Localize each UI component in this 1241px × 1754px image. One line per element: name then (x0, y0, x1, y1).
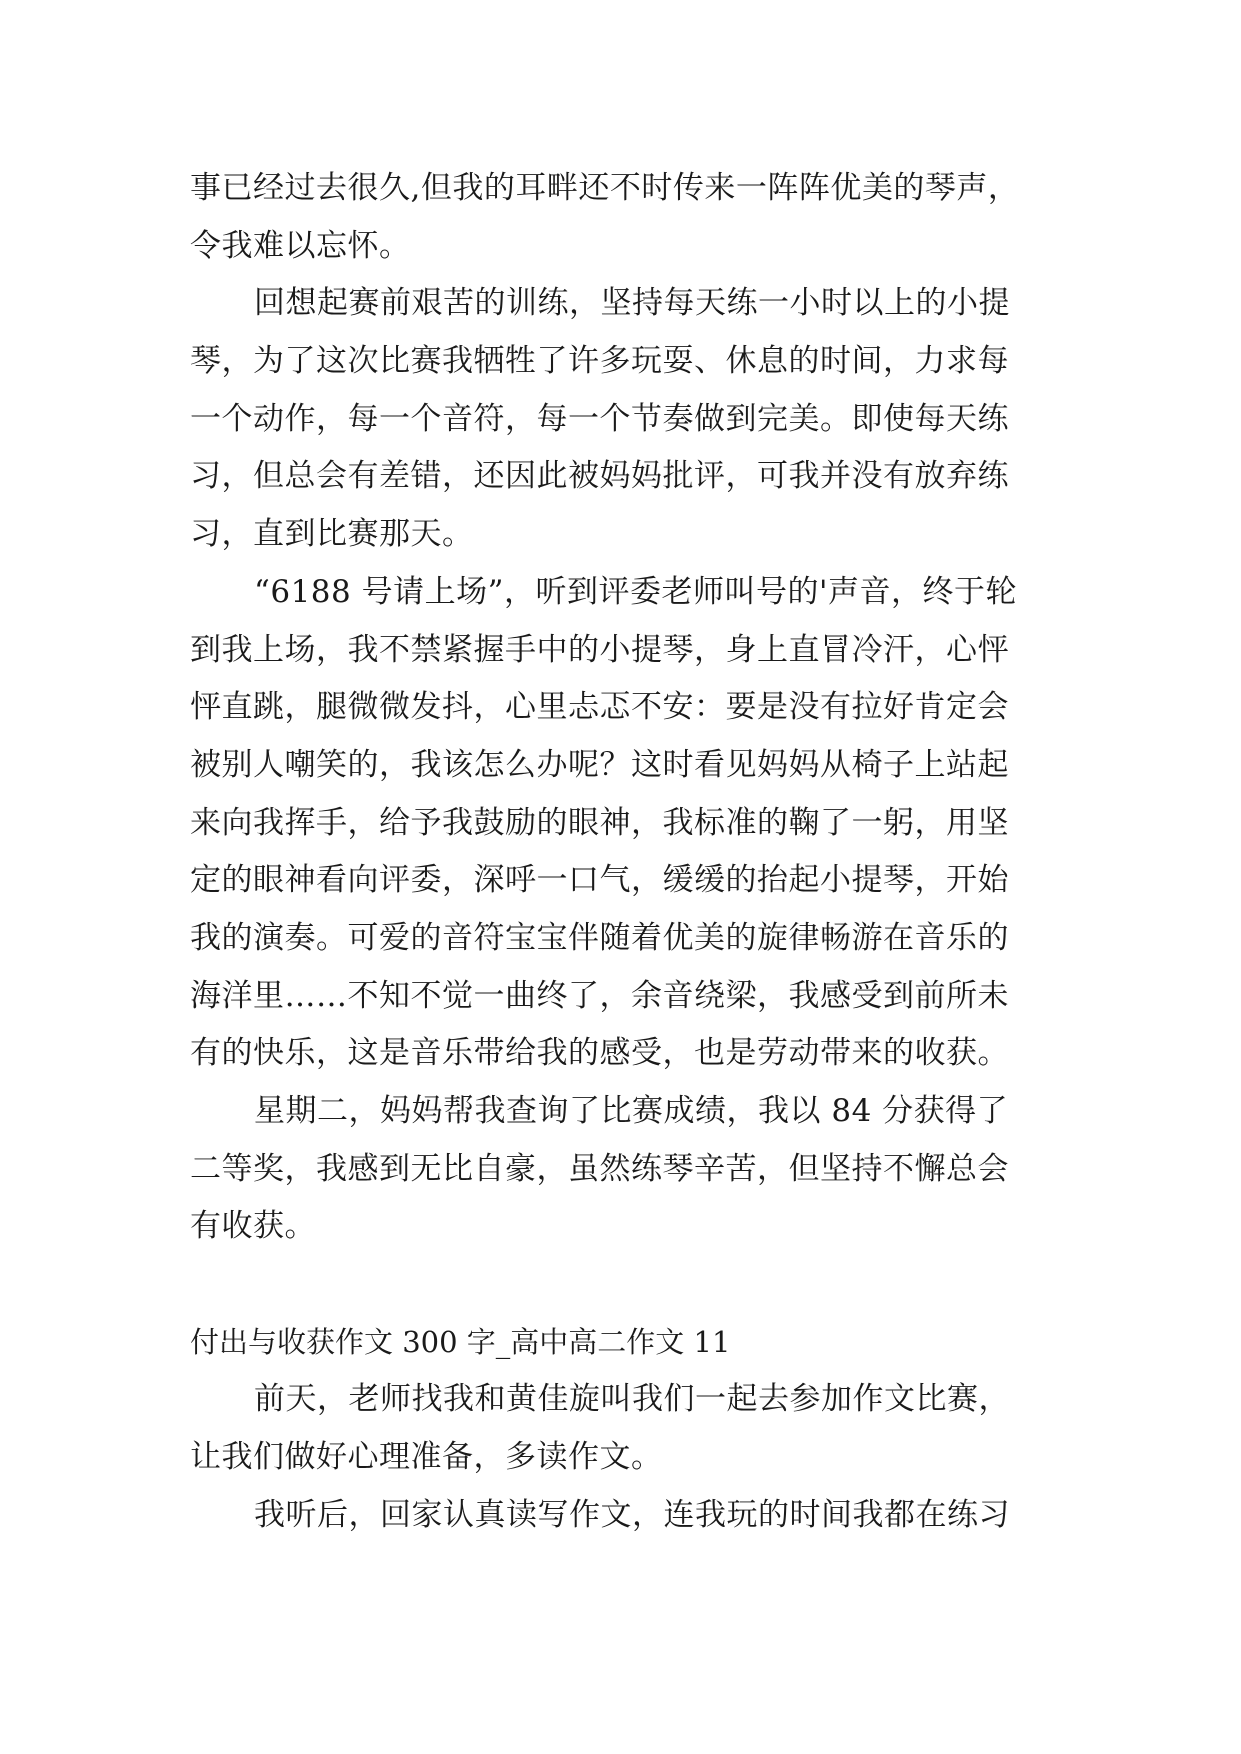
text-line: 被别人嘲笑的，我该怎么办呢？这时看见妈妈从椅子上站起 (190, 746, 1009, 783)
paragraph-start-line: 我听后，回家认真读写作文，连我玩的时间我都在练习 (254, 1496, 1010, 1533)
text-line: 令我难以忘怀。 (190, 227, 411, 264)
text-line: 琴，为了这次比赛我牺牲了许多玩耍、休息的时间，力求每 (190, 343, 1009, 380)
text-line: 事已经过去很久,但我的耳畔还不时传来一阵阵优美的琴声， (190, 170, 1020, 206)
text-line: 来向我挥手，给予我鼓励的眼神，我标准的鞠了一躬，用坚 (190, 804, 1009, 841)
text-line: 有收获。 (190, 1208, 316, 1245)
text-line: 二等奖，我感到无比自豪，虽然练琴辛苦，但坚持不懈总会 (190, 1150, 1009, 1187)
text-line: 习，直到比赛那天。 (190, 516, 474, 553)
text-line: 海洋里……不知不觉一曲终了，余音绕梁，我感受到前所未 (190, 977, 1009, 1014)
text-line: 怦直跳，腿微微发抖，心里忐忑不安：要是没有拉好肯定会 (190, 689, 1009, 726)
document-body (190, 160, 1090, 1545)
paragraph-start-line: 前天，老师找我和黄佳旋叫我们一起去参加作文比赛， (254, 1381, 1010, 1418)
section-spacer (190, 1256, 1090, 1314)
text-line: 一个动作，每一个音符，每一个节奏做到完美。即使每天练 (190, 400, 1009, 437)
text-line: 我的演奏。可爱的音符宝宝伴随着优美的旋律畅游在音乐的 (190, 919, 1009, 956)
text-line: 定的眼神看向评委，深呼一口气，缓缓的抬起小提琴，开始 (190, 862, 1009, 899)
text-line: 有的快乐，这是音乐带给我的感受，也是劳动带来的收获。 (190, 1035, 1009, 1072)
section-title: 付出与收获作文 300 字_高中高二作文 11 (190, 1324, 731, 1359)
paragraph-start-line: “6188 号请上场”，听到评委老师叫号的'声音，终于轮 (254, 573, 1017, 610)
text-line: 到我上场，我不禁紧握手中的小提琴，身上直冒冷汗，心怦 (190, 631, 1009, 668)
paragraph-start-line: 星期二，妈妈帮我查询了比赛成绩，我以 84 分获得了 (254, 1093, 1009, 1129)
text-line: 让我们做好心理准备，多读作文。 (190, 1439, 663, 1476)
text-line: 习，但总会有差错，还因此被妈妈批评，可我并没有放弃练 (190, 458, 1009, 495)
paragraph-start-line: 回想起赛前艰苦的训练，坚持每天练一小时以上的小提 (254, 285, 1010, 322)
